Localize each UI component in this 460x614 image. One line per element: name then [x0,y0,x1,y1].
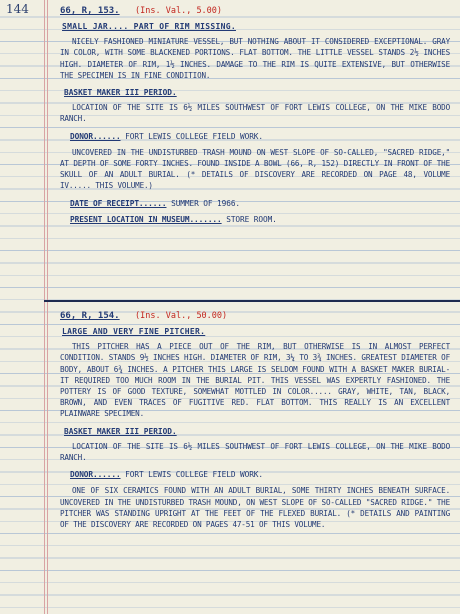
page-number: 144 [6,2,29,16]
museum-location-label: PRESENT LOCATION IN MUSEUM....... [70,214,222,224]
entry-description: NICELY FASHIONED MINIATURE VESSEL, BUT NOTHING ABOUT IT CONSIDERED EXCEPTIONAL. GRAY IN COLOR, WITH SOME BLACKENED PORTIONS. FLAT BOTTOM. THE LITTLE VESSEL STANDS 2½ INCHES HIGH. DIAMETER OF RIM, 1½ INCHES. DAMAGE TO THE RIM IS QUITE EXTENSIVE, BUT OTHERWISE THE SPECIMEN IS IN FINE CONDITION. [60,37,450,80]
receipt-line [70,198,450,209]
discovery-text: ONE OF SIX CERAMICS FOUND WITH AN ADULT BURIAL, SOME THIRTY INCHES BENEATH SURFACE. UNCOVERED IN THE UNDISTURBED TRASH MOUND, ON WEST SLOPE OF SO-CALLED "SACRED RIDGE." THE PITCHER WAS STANDING UPRIGHT AT THE FEET OF THE FLEXED BURIAL. (* DETAILS AND PAINTING OF THE DISCOVERY ARE RECORDED ON PAGES 47-51 OF THIS VOLUME. [60,486,450,530]
entry-divider [44,300,460,302]
period-label: BASKET MAKER III PERIOD. [64,426,177,436]
receipt-value: SUMMER OF 1966. [171,198,241,208]
donor-value: FORT LEWIS COLLEGE FIELD WORK. [125,131,263,141]
location-text: LOCATION OF THE SITE IS 6½ MILES SOUTHWEST OF FORT LEWIS COLLEGE, ON THE MIKE BODO RANCH. [60,441,450,463]
entry-title: SMALL JAR.... PART OF RIM MISSING. [62,22,236,31]
museum-location-line [70,214,450,225]
museum-location-value: STORE ROOM. [226,214,277,224]
donor-line [70,469,450,480]
margin-rule-inner [47,0,48,614]
margin-rule [44,0,45,614]
catalog-entry-2 [60,309,450,536]
donor-label: DONOR...... [70,470,121,480]
donor-line [70,131,450,142]
entry-header [60,309,450,323]
receipt-label: DATE OF RECEIPT...... [70,198,167,208]
entry-header [60,4,450,18]
catalog-entry-1 [60,4,450,230]
donor-value: FORT LEWIS COLLEGE FIELD WORK. [125,470,263,480]
period-label: BASKET MAKER III PERIOD. [64,88,177,98]
discovery-text: UNCOVERED IN THE UNDISTURBED TRASH MOUND ON WEST SLOPE OF SO-CALLED, "SACRED RIDGE," AT DEPTH OF SOME FORTY INCHES. FOUND INSIDE A BOWL (66, R, 152) DIRECTLY IN FRONT OF THE SKULL OF AN ADULT BURIAL. (* DETAILS OF DISCOVERY ARE RECORDED ON PAGE 48, VOLUME IV..... THIS VOLUME.) [60,147,450,191]
entry-title: LARGE AND VERY FINE PITCHER. [62,327,206,336]
catalog-number: 66, R, 154. [60,311,120,321]
insured-value: (Ins. Val., 50.00) [135,311,228,321]
entry-description: THIS PITCHER HAS A PIECE OUT OF THE RIM, BUT OTHERWISE IS IN ALMOST PERFECT CONDITION. STANDS 9½ INCHES HIGH. DIAMETER OF RIM, 3¼ TO 3¾ INCHES. GREATEST DIAMETER OF BODY, ABOUT 6¾ INCHES. A PITCHER THIS LARGE IS SELDOM FOUND WITH A BASKET MAKER BURIAL- IT REQUIRED TOO MUCH ROOM IN THE BURIAL PIT. THIS VESSEL WAS EXPERTLY FASHIONED. THE POTTERY IS OF GOOD TEXTURE, SOMEWHAT MOTTLED IN COLOR..... GRAY, WHITE, TAN, BLACK, BROWN, AND EVEN TRACES OF FUGITIVE RED. FLAT BOTTOM. THIS REALLY IS AN EXCELLENT PLAINWARE SPECIMEN. [60,342,450,419]
catalog-number: 66, R, 153. [60,6,120,16]
donor-label: DONOR...... [70,131,121,141]
location-text: LOCATION OF THE SITE IS 6½ MILES SOUTHWEST OF FORT LEWIS COLLEGE, ON THE MIKE BODO RANCH. [60,103,450,124]
insured-value: (Ins. Val., 5.00) [135,6,223,16]
